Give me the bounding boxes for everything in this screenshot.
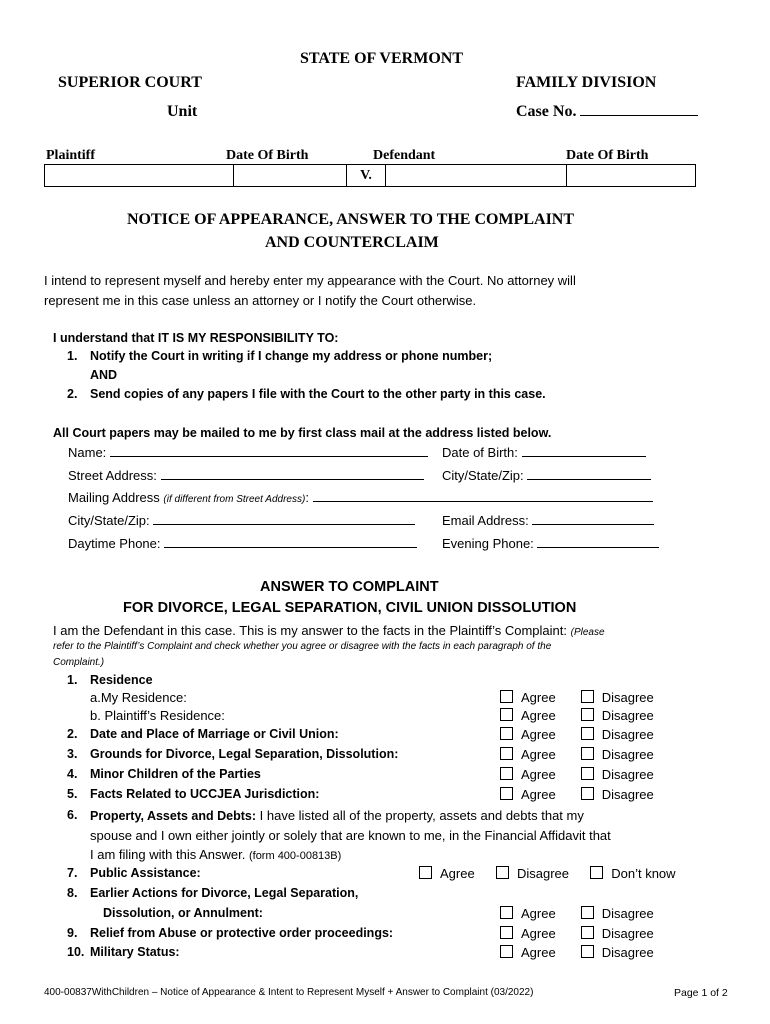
city-state-zip-field[interactable] <box>527 467 651 480</box>
answer-intro-note-3: Complaint.) <box>53 657 105 668</box>
state-heading: STATE OF VERMONT <box>300 50 463 67</box>
answer-intro-note-1: (Please <box>570 627 605 638</box>
item-num-2: 2. <box>67 727 78 741</box>
mailing-field[interactable] <box>313 489 653 502</box>
item-property-line3-text: I am filing with this Answer. <box>90 847 246 862</box>
answer-title-2: FOR DIVORCE, LEGAL SEPARATION, CIVIL UNION DISSOLUTION <box>123 600 577 616</box>
case-number-label: Case No. <box>516 103 577 120</box>
street-label: Street Address: <box>68 468 157 483</box>
evening-phone-field[interactable] <box>537 535 659 548</box>
street-field[interactable] <box>161 467 424 480</box>
military-disagree-label: Disagree <box>601 945 654 960</box>
marriage-agree-checkbox[interactable] <box>500 727 513 740</box>
city-state-zip-label: City/State/Zip: <box>442 468 524 483</box>
item-residence-a: a.My Residence: <box>90 690 187 705</box>
item-property-form: (form 400-00813B) <box>248 850 342 862</box>
marriage-options <box>500 727 654 742</box>
item-earlier-actions: Earlier Actions for Divorce, Legal Separation, <box>90 886 359 900</box>
responsibility-heading: I understand that IT IS MY RESPONSIBILITY TO: <box>53 331 339 345</box>
item-earlier-actions-line2: Dissolution, or Annulment: <box>103 906 263 920</box>
residence-b-agree-label: Agree <box>521 708 556 723</box>
evening-phone-label: Evening Phone: <box>442 536 534 551</box>
email-field[interactable] <box>532 512 654 525</box>
relief-options <box>500 926 654 941</box>
residence-b-options <box>500 708 654 723</box>
item-residence: Residence <box>90 673 153 687</box>
relief-agree-checkbox[interactable] <box>500 926 513 939</box>
item-minor-children: Minor Children of the Parties <box>90 767 261 781</box>
public-assistance-agree-checkbox[interactable] <box>419 866 432 879</box>
item-property <box>90 808 584 823</box>
item-marriage: Date and Place of Marriage or Civil Union: <box>90 727 339 741</box>
answer-intro-note-2: refer to the Plaintiff’s Complaint and check whether you agree or disagree with the facts in each paragraph of the <box>53 641 552 652</box>
grounds-disagree-checkbox[interactable] <box>581 747 594 760</box>
uccjea-options <box>500 787 654 802</box>
mailing-note: (if different from Street Address) <box>163 494 306 505</box>
division-name: FAMILY DIVISION <box>516 74 657 91</box>
responsibility-num-1: 1. <box>67 349 78 363</box>
plaintiff-field[interactable] <box>45 165 234 187</box>
item-num-5: 5. <box>67 787 78 801</box>
city-state-zip-label-2: City/State/Zip: <box>68 513 150 528</box>
case-number-field[interactable] <box>580 103 698 116</box>
uccjea-disagree-label: Disagree <box>601 787 654 802</box>
responsibility-item-1: Notify the Court in writing if I change my address or phone number; <box>90 349 493 363</box>
military-disagree-checkbox[interactable] <box>581 945 594 958</box>
residence-b-disagree-label: Disagree <box>601 708 654 723</box>
earlier-actions-disagree-label: Disagree <box>601 906 654 921</box>
plaintiff-label: Plaintiff <box>46 148 95 163</box>
address-heading: All Court papers may be mailed to me by first class mail at the address listed below. <box>53 426 552 440</box>
name-label: Name: <box>68 445 107 460</box>
residence-b-agree-checkbox[interactable] <box>500 708 513 721</box>
item-num-6: 6. <box>67 808 78 822</box>
minor-children-agree-checkbox[interactable] <box>500 767 513 780</box>
item-num-9: 9. <box>67 926 78 940</box>
mailing-label: Mailing Address <box>68 490 160 505</box>
grounds-disagree-label: Disagree <box>601 747 654 762</box>
answer-title-1: ANSWER TO COMPLAINT <box>260 579 439 595</box>
item-num-10: 10. <box>67 945 85 959</box>
answer-intro <box>53 623 605 638</box>
case-number <box>516 103 698 121</box>
defendant-dob-field[interactable] <box>567 165 696 187</box>
item-property-line2: spouse and I own either jointly or solely that are known to me, in the Financial Affidavit that <box>90 828 611 843</box>
defendant-dob-label: Date Of Birth <box>566 148 649 163</box>
plaintiff-dob-label: Date Of Birth <box>226 148 309 163</box>
item-property-text: I have listed all of the property, assets and debts that my <box>259 808 584 823</box>
item-residence-b: b. Plaintiff’s Residence: <box>90 708 225 723</box>
item-property-line3 <box>90 847 341 862</box>
notice-title-line2: AND COUNTERCLAIM <box>265 234 439 251</box>
item-public-assistance: Public Assistance: <box>90 866 201 880</box>
item-num-8: 8. <box>67 886 78 900</box>
military-options <box>500 945 654 960</box>
responsibility-num-2: 2. <box>67 387 78 401</box>
relief-agree-label: Agree <box>521 926 556 941</box>
plaintiff-dob-field[interactable] <box>234 165 347 187</box>
notice-title-line1: NOTICE OF APPEARANCE, ANSWER TO THE COMPLAINT <box>127 211 575 228</box>
item-relief-from-abuse: Relief from Abuse or protective order proceedings: <box>90 926 394 940</box>
intro-line1: I intend to represent myself and hereby enter my appearance with the Court. No attorney will <box>44 273 576 288</box>
intro-line2: represent me in this case unless an attorney or I notify the Court otherwise. <box>44 293 477 308</box>
uccjea-agree-label: Agree <box>521 787 556 802</box>
relief-disagree-checkbox[interactable] <box>581 926 594 939</box>
item-uccjea: Facts Related to UCCJEA Jurisdiction: <box>90 787 320 801</box>
name-row <box>68 444 428 460</box>
residence-a-disagree-checkbox[interactable] <box>581 690 594 703</box>
public-assistance-disagree-label: Disagree <box>516 866 569 881</box>
public-assistance-agree-label: Agree <box>440 866 475 881</box>
marriage-disagree-label: Disagree <box>601 727 654 742</box>
street-row <box>68 467 424 483</box>
defendant-field[interactable] <box>386 165 567 187</box>
unit-label: Unit <box>167 103 198 120</box>
grounds-agree-checkbox[interactable] <box>500 747 513 760</box>
item-num-7: 7. <box>67 866 78 880</box>
daytime-phone-field[interactable] <box>164 535 417 548</box>
public-assistance-dont-know-checkbox[interactable] <box>590 866 603 879</box>
public-assistance-options <box>419 866 676 881</box>
defendant-label: Defendant <box>373 148 436 163</box>
item-property-label: Property, Assets and Debts: <box>90 809 257 823</box>
name-field[interactable] <box>110 444 428 457</box>
item-num-4: 4. <box>67 767 78 781</box>
versus-cell: V. <box>347 165 386 187</box>
responsibility-and: AND <box>90 368 118 382</box>
minor-children-disagree-checkbox[interactable] <box>581 767 594 780</box>
minor-children-disagree-label: Disagree <box>601 767 654 782</box>
daytime-phone-label: Daytime Phone: <box>68 536 161 551</box>
responsibility-item-2: Send copies of any papers I file with the Court to the other party in this case. <box>90 387 546 401</box>
item-grounds: Grounds for Divorce, Legal Separation, Dissolution: <box>90 747 399 761</box>
court-name: SUPERIOR COURT <box>58 74 202 91</box>
item-military-status: Military Status: <box>90 945 180 959</box>
residence-a-agree-checkbox[interactable] <box>500 690 513 703</box>
email-row <box>442 512 654 528</box>
item-num-3: 3. <box>67 747 78 761</box>
answer-intro-text: I am the Defendant in this case. This is my answer to the facts in the Plaintiff’s Complaint: <box>53 623 567 638</box>
military-agree-label: Agree <box>521 945 556 960</box>
uccjea-disagree-checkbox[interactable] <box>581 787 594 800</box>
dob-row <box>442 444 646 460</box>
public-assistance-dont-know-label: Don’t know <box>611 866 676 881</box>
uccjea-agree-checkbox[interactable] <box>500 787 513 800</box>
item-num-1: 1. <box>67 673 78 687</box>
earlier-actions-disagree-checkbox[interactable] <box>581 906 594 919</box>
marriage-agree-label: Agree <box>521 727 556 742</box>
residence-b-disagree-checkbox[interactable] <box>581 708 594 721</box>
earlier-actions-agree-label: Agree <box>521 906 556 921</box>
relief-disagree-label: Disagree <box>601 926 654 941</box>
mailing-row <box>68 489 653 505</box>
earlier-actions-options <box>500 906 654 921</box>
email-label: Email Address: <box>442 513 529 528</box>
minor-children-agree-label: Agree <box>521 767 556 782</box>
earlier-actions-agree-checkbox[interactable] <box>500 906 513 919</box>
grounds-agree-label: Agree <box>521 747 556 762</box>
residence-a-disagree-label: Disagree <box>601 690 654 705</box>
dob-label: Date of Birth: <box>442 445 518 460</box>
residence-a-agree-label: Agree <box>521 690 556 705</box>
public-assistance-disagree-checkbox[interactable] <box>496 866 509 879</box>
marriage-disagree-checkbox[interactable] <box>581 727 594 740</box>
mailing-colon: : <box>305 490 309 505</box>
parties-table <box>44 164 696 187</box>
evening-row <box>442 535 659 551</box>
city-row <box>442 467 651 483</box>
residence-a-options <box>500 690 654 705</box>
minor-children-options <box>500 767 654 782</box>
military-agree-checkbox[interactable] <box>500 945 513 958</box>
city2-row <box>68 512 415 528</box>
footer-form-info: 400-00837WithChildren – Notice of Appearance & Intent to Represent Myself + Answer to Complaint (03/2022) <box>44 987 534 998</box>
dob-field[interactable] <box>522 444 646 457</box>
daytime-row <box>68 535 417 551</box>
footer-page-number: Page 1 of 2 <box>674 987 728 999</box>
city-state-zip-field-2[interactable] <box>153 512 415 525</box>
grounds-options <box>500 747 654 762</box>
